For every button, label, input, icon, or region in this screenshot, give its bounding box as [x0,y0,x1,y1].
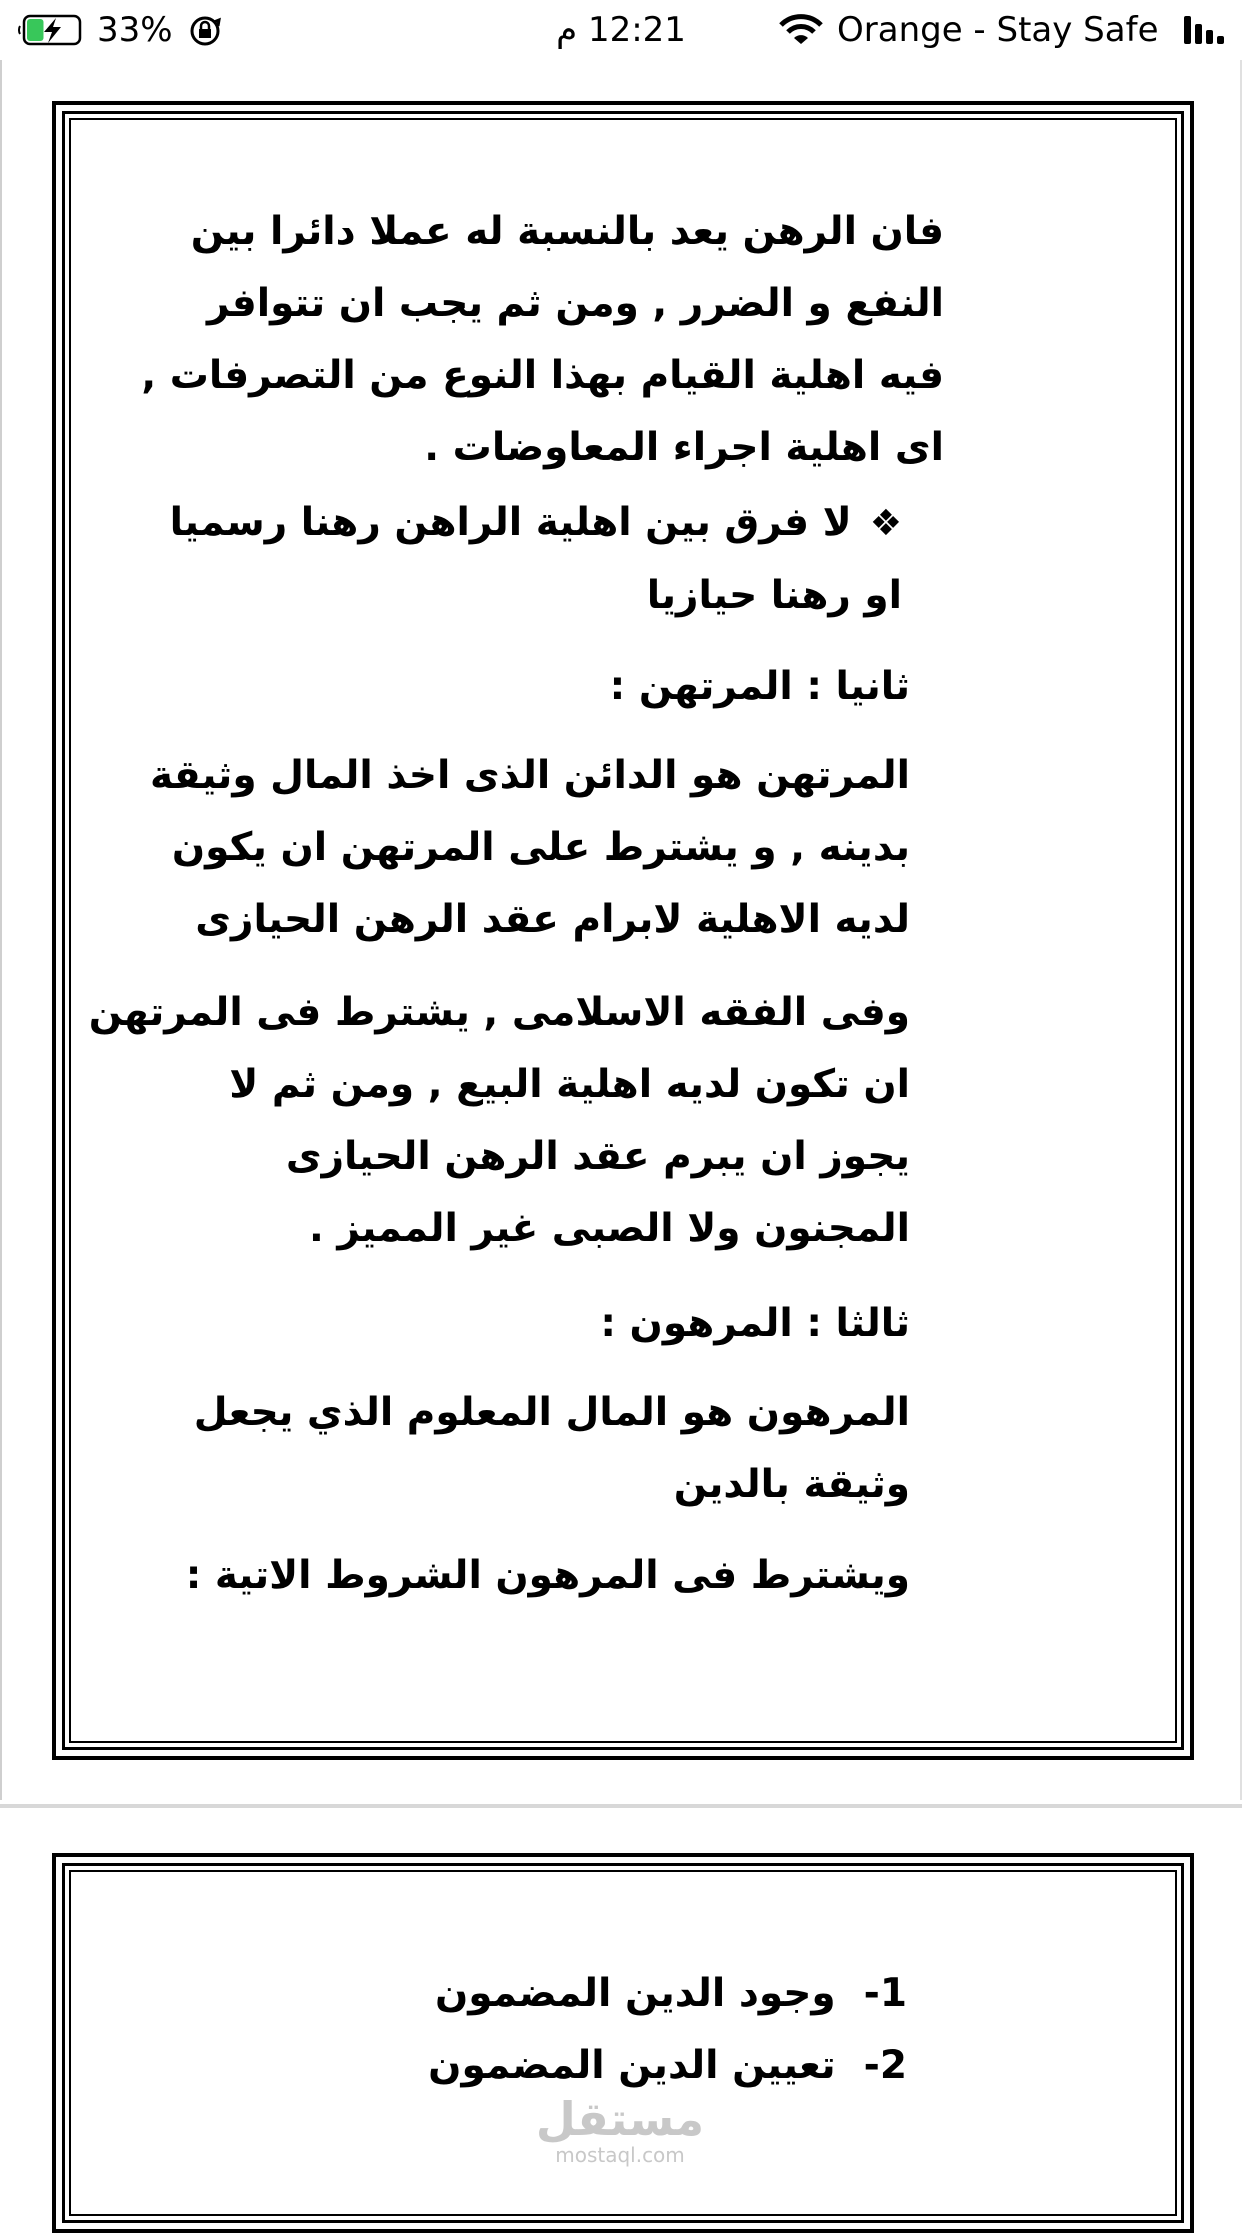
text-line: يجوز ان يبرم عقد الرهن الحيازى [285,1134,910,1179]
text-line: لديه الاهلية لابرام عقد الرهن الحيازى [195,897,910,942]
text-line: اى اهلية اجراء المعاوضات . [424,425,944,470]
text-line: وفى الفقه الاسلامى , يشترط فى المرتهن [88,990,910,1035]
text-line: المرهون هو المال المعلوم الذي يجعل [193,1390,910,1435]
mostaql-watermark-logo [530,2094,710,2166]
list-text: تعيين الدين المضمون [428,2043,836,2088]
list-number: 1- [863,1971,907,2016]
watermark-latin: mostaql.com [555,2143,685,2167]
list-number: 2- [863,2043,907,2088]
text-line: المجنون ولا الصبى غير المميز . [308,1206,910,1251]
list-item [428,1958,907,2030]
heading-third-marhoon: ثالثا : المرهون : [600,1301,910,1346]
conditions-list [428,1958,907,2102]
text-line: فيه اهلية القيام بهذا النوع من التصرفات , [141,353,944,398]
heading-second-murtahin: ثانيا : المرتهن : [609,664,910,709]
text-line: وثيقة بالدين [673,1462,910,1507]
diamond-bullet-icon: ❖ [869,503,902,544]
text-line: فان الرهن يعد بالنسبة له عملا دائرا بين [190,209,944,254]
text-line: لا فرق بين اهلية الراهن رهنا رسميا [169,500,852,545]
text-line: المرتهن هو الدائن الذى اخذ المال وثيقة [150,753,910,798]
text-line: ان تكون لديه اهلية البيع , ومن ثم لا [229,1062,910,1107]
text-line: النفع و الضرر , ومن ثم يجب ان تتوافر [206,281,944,326]
list-text: وجود الدين المضمون [434,1971,836,2016]
battery-percentage: 33% [97,10,173,50]
clock: 12:21 م [556,10,686,50]
watermark-arabic: مستقل [535,2092,705,2146]
text-line: او رهنا حيازيا [646,573,902,618]
carrier-name: Orange - Stay Safe [837,10,1159,50]
paragraph-5: ويشترط فى المرهون الشروط الاتية : [185,1553,910,1598]
text-line: بدينه , و يشترط على المرتهن ان يكون [171,825,910,870]
